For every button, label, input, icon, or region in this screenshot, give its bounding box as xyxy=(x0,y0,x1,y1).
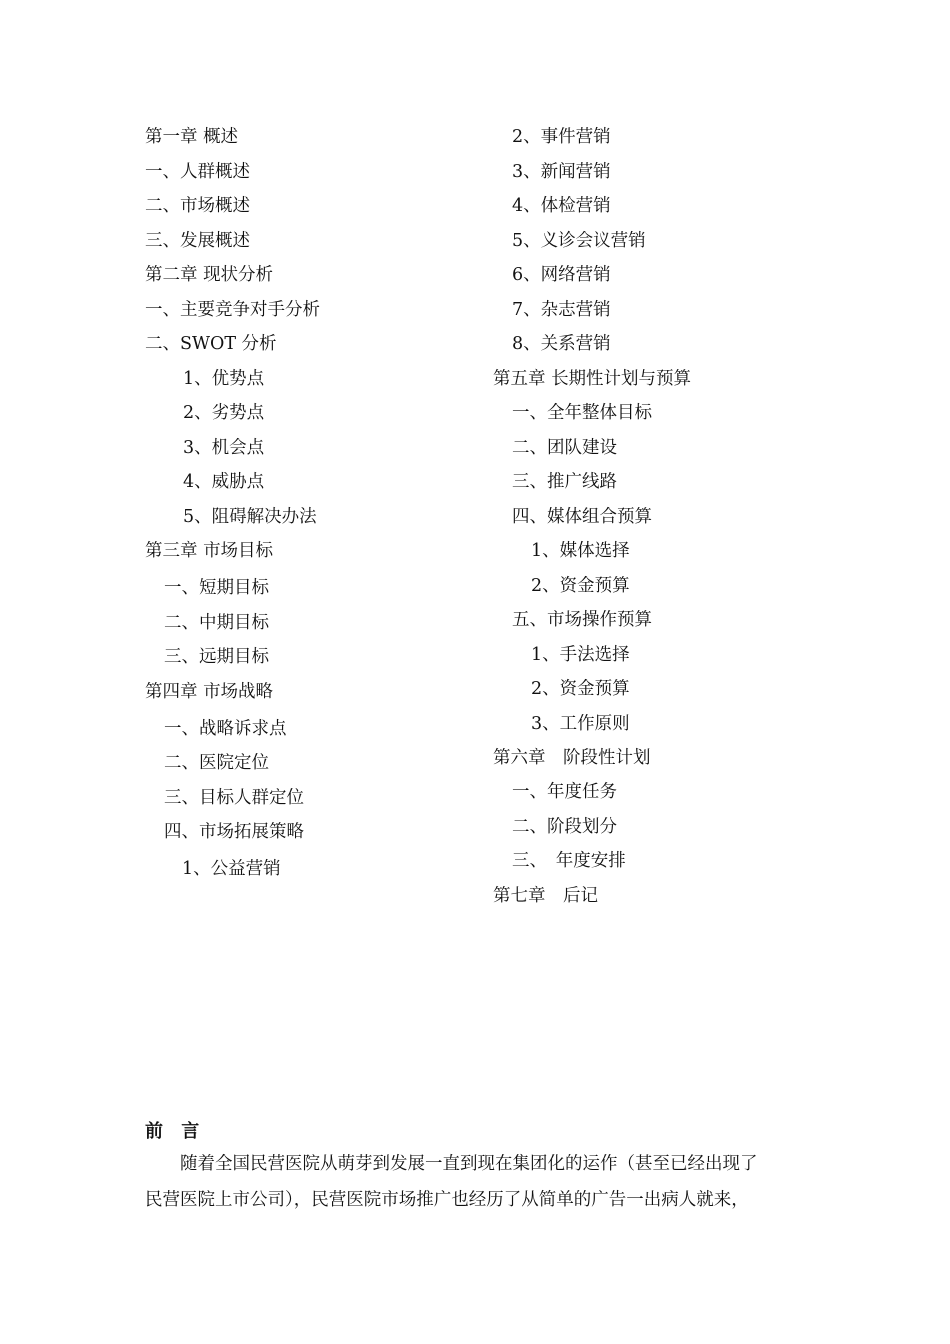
toc-entry: 三、推广线路 xyxy=(512,472,617,492)
toc-entry: 二、中期目标 xyxy=(164,613,269,633)
toc-entry: 5、义诊会议营销 xyxy=(512,231,646,251)
toc-entry: 五、市场操作预算 xyxy=(512,610,652,630)
toc-entry: 三、 年度安排 xyxy=(512,851,626,871)
toc-entry: 四、媒体组合预算 xyxy=(512,507,652,527)
toc-entry: 5、阻碍解决办法 xyxy=(183,507,317,527)
toc-entry: 一、人群概述 xyxy=(145,162,250,182)
toc-entry: 3、机会点 xyxy=(183,438,265,458)
toc-entry: 2、事件营销 xyxy=(512,127,611,147)
toc-entry: 1、公益营销 xyxy=(182,859,281,879)
toc-entry: 1、优势点 xyxy=(183,369,265,389)
toc-entry: 一、战略诉求点 xyxy=(164,719,287,739)
preface-line: 民营医院上市公司），民营医院市场推广也经历了从简单的广告一出病人就来， xyxy=(145,1190,749,1210)
toc-entry: 一、短期目标 xyxy=(164,578,269,598)
toc-entry: 3、工作原则 xyxy=(531,714,630,734)
toc-entry: 二、阶段划分 xyxy=(512,817,617,837)
toc-entry: 一、主要竞争对手分析 xyxy=(145,300,320,320)
toc-entry: 第七章 后记 xyxy=(493,886,598,906)
toc-entry: 第六章 阶段性计划 xyxy=(493,748,651,768)
toc-entry: 四、市场拓展策略 xyxy=(164,822,304,842)
toc-entry: 第四章 市场战略 xyxy=(145,682,274,702)
toc-entry: 2、资金预算 xyxy=(531,679,630,699)
preface-title: 前 言 xyxy=(145,1121,206,1142)
preface-body xyxy=(145,1146,815,1218)
toc-entry: 三、发展概述 xyxy=(145,231,250,251)
toc-entry: 三、远期目标 xyxy=(164,647,269,667)
toc-entry: 7、杂志营销 xyxy=(512,300,611,320)
toc-entry: 2、资金预算 xyxy=(531,576,630,596)
toc-entry: 第二章 现状分析 xyxy=(145,265,274,285)
toc-entry: 二、团队建设 xyxy=(512,438,617,458)
toc-entry: 1、媒体选择 xyxy=(531,541,630,561)
toc-entry: 一、年度任务 xyxy=(512,782,617,802)
toc-entry: 三、目标人群定位 xyxy=(164,788,304,808)
preface-line: 随着全国民营医院从萌芽到发展一直到现在集团化的运作（甚至已经出现了 xyxy=(145,1154,758,1174)
toc-entry: 3、新闻营销 xyxy=(512,162,611,182)
toc-entry: 4、威胁点 xyxy=(183,472,265,492)
toc-entry: 第一章 概述 xyxy=(145,127,239,147)
toc-entry: 8、关系营销 xyxy=(512,334,611,354)
toc-entry: 第五章 长期性计划与预算 xyxy=(493,369,692,389)
toc-entry: 4、体检营销 xyxy=(512,196,611,216)
toc-entry: 二、医院定位 xyxy=(164,753,269,773)
toc-entry: 6、网络营销 xyxy=(512,265,611,285)
toc-entry: 二、市场概述 xyxy=(145,196,250,216)
toc-entry: 第三章 市场目标 xyxy=(145,541,274,561)
toc-entry: 1、手法选择 xyxy=(531,645,630,665)
toc-entry: 2、劣势点 xyxy=(183,403,265,423)
toc-entry: 二、SWOT 分析 xyxy=(145,334,277,354)
toc-entry: 一、全年整体目标 xyxy=(512,403,652,423)
